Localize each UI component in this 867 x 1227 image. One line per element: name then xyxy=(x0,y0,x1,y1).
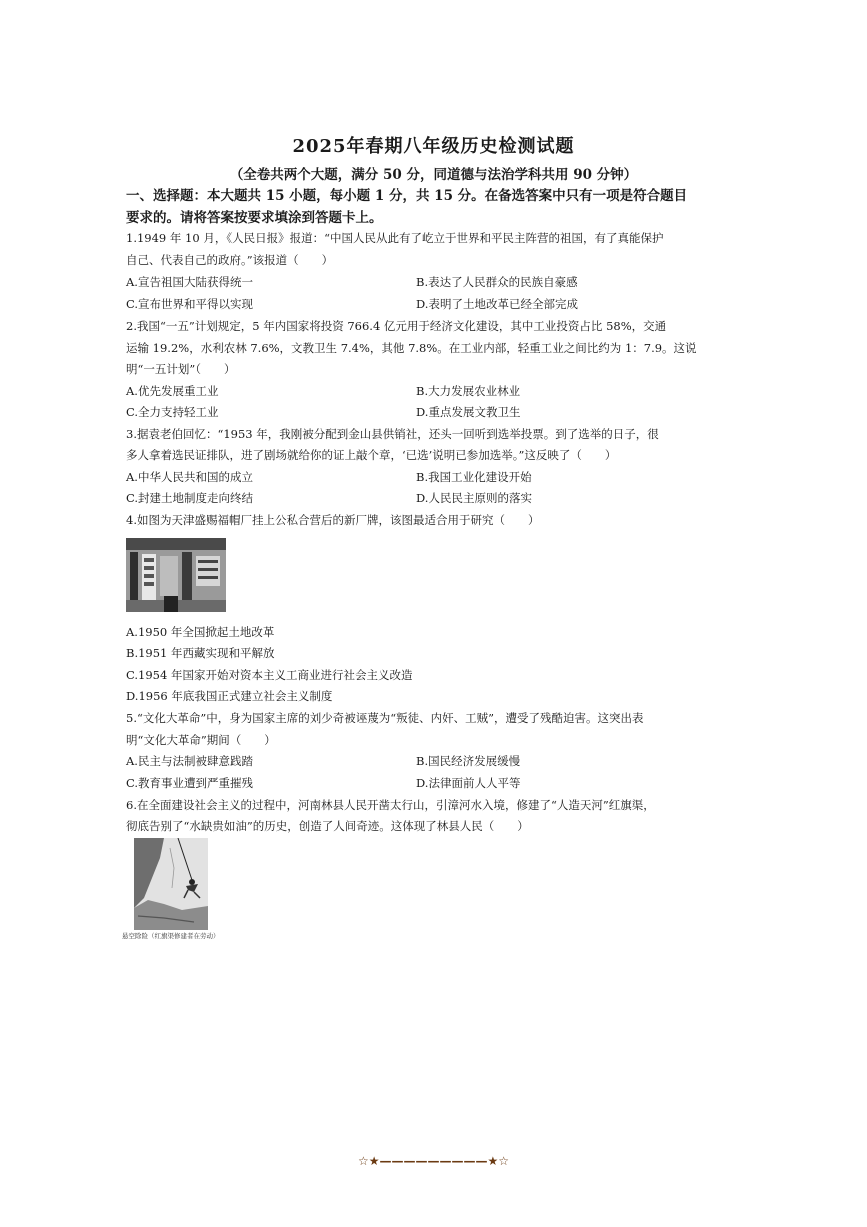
question-2-option-d: D.重点发展文教卫生 xyxy=(416,405,521,419)
question-4-option-a: A.1950 年全国掀起土地改革 xyxy=(126,625,275,639)
page-footer-ornament: ☆★—————————★☆ xyxy=(357,1154,510,1168)
question-4-stem: 4.如图为天津盛赐福帽厂挂上公私合营后的新厂牌，该图最适合用于研究（ ） xyxy=(126,513,540,527)
factory-sign-photo-drawing xyxy=(126,538,226,612)
cliff-worker-photo-caption: 悬空除险（红旗渠修建者在劳动） xyxy=(122,932,220,940)
question-2-stem: 明“一五计划”（ ） xyxy=(126,362,236,376)
question-6-stem: 6.在全面建设社会主义的过程中，河南林县人民开凿太行山，引漳河水入境，修建了“人造天河”红旗渠， xyxy=(126,798,655,812)
section-instructions-line: 一、选择题：本大题共 15 小题，每小题 1 分，共 15 分。在备选答案中只有一项是符合题目 xyxy=(126,188,688,204)
question-3-stem: 多人拿着选民证排队，进了剧场就给你的证上敲个章，‘已选’说明已参加选举。”这反映了（ ） xyxy=(126,448,617,462)
question-1-stem: 1.1949 年 10 月，《人民日报》报道：“中国人民从此有了屹立于世界和平民主阵营的祖国，有了真能保护 xyxy=(126,231,664,245)
question-2-stem: 2.我国“一五”计划规定，5 年内国家将投资 766.4 亿元用于经济文化建设，其中工业投资占比 58%，交通 xyxy=(126,319,667,333)
question-3-option-b: B.我国工业化建设开始 xyxy=(416,470,532,484)
cliff-worker-photo xyxy=(134,838,208,930)
question-1-option-b: B.表达了人民群众的民族自豪感 xyxy=(416,275,578,289)
question-5-option-a: A.民主与法制被肆意践踏 xyxy=(126,754,253,768)
question-5-stem: 明“文化大革命”期间（ ） xyxy=(126,733,276,747)
question-3-option-a: A.中华人民共和国的成立 xyxy=(126,470,253,484)
question-6-stem: 彻底告别了“水缺贵如油”的历史，创造了人间奇迹。这体现了林县人民（ ） xyxy=(126,819,529,833)
question-1-option-c: C.宣布世界和平得以实现 xyxy=(126,297,254,311)
section-instructions-line: 要求的。请将答案按要求填涂到答题卡上。 xyxy=(126,210,383,226)
question-1-option-d: D.表明了土地改革已经全部完成 xyxy=(416,297,578,311)
question-4-option-c: C.1954 年国家开始对资本主义工商业进行社会主义改造 xyxy=(126,668,413,682)
cliff-worker-photo-drawing xyxy=(134,838,208,930)
question-3-stem: 3.据袁老伯回忆：“1953 年，我刚被分配到金山县供销社，还头一回听到选举投票。到了选举的日子，很 xyxy=(126,427,659,441)
question-2-stem: 运输 19.2%，水利农林 7.6%，文教卫生 7.4%，其他 7.8%。在工业内部，轻重工业之间比约为 1：7.9。这说 xyxy=(126,341,697,355)
question-2-option-b: B.大力发展农业林业 xyxy=(416,384,521,398)
factory-sign-photo xyxy=(126,538,226,612)
question-1-stem: 自己、代表自己的政府。”该报道（ ） xyxy=(126,253,334,267)
question-5-option-d: D.法律面前人人平等 xyxy=(416,776,521,790)
question-4-option-b: B.1951 年西藏实现和平解放 xyxy=(126,646,275,660)
question-2-option-a: A.优先发展重工业 xyxy=(126,384,219,398)
question-3-option-d: D.人民民主原则的落实 xyxy=(416,491,532,505)
question-4-option-d: D.1956 年底我国正式建立社会主义制度 xyxy=(126,689,333,703)
question-5-stem: 5.“文化大革命”中，身为国家主席的刘少奇被诬蔑为“叛徒、内奸、工贼”，遭受了残酷迫害。这突出表 xyxy=(126,711,644,725)
question-2-option-c: C.全力支持轻工业 xyxy=(126,405,219,419)
question-5-option-b: B.国民经济发展缓慢 xyxy=(416,754,521,768)
page-subtitle: （全卷共两个大题，满分 50 分，同道德与法治学科共用 90 分钟） xyxy=(229,167,638,183)
section-instructions xyxy=(126,185,696,229)
question-1-option-a: A.宣告祖国大陆获得统一 xyxy=(126,275,253,289)
question-3-option-c: C.封建土地制度走向终结 xyxy=(126,491,254,505)
question-5-option-c: C.教育事业遭到严重摧残 xyxy=(126,776,254,790)
page-title: 2025年春期八年级历史检测试题 xyxy=(292,136,575,157)
